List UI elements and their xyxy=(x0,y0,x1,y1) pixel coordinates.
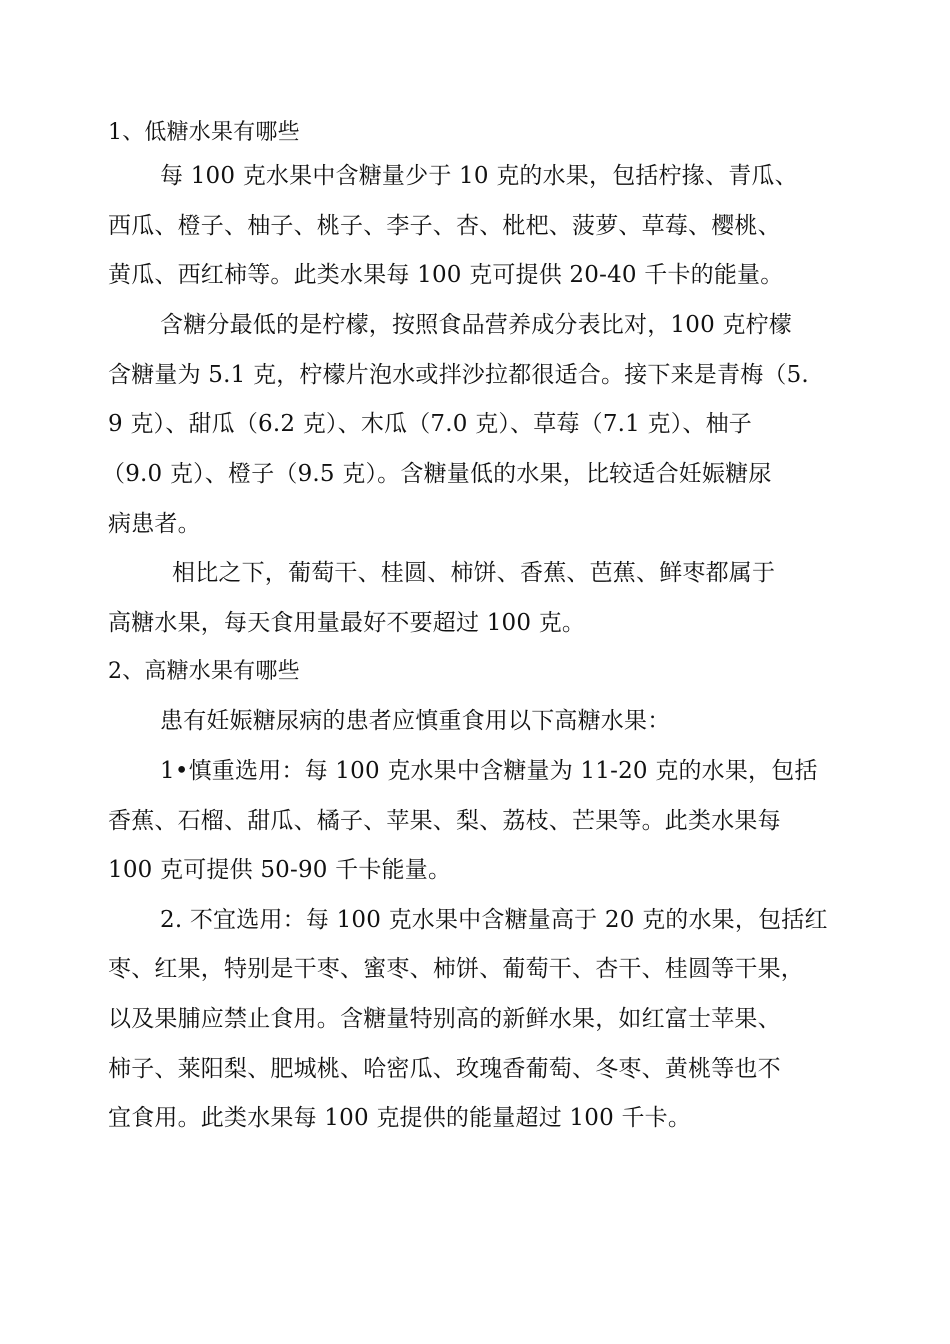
section1-para1-line1: 每 100 克水果中含糖量少于 10 克的水果，包括柠掾、青瓜、 xyxy=(160,163,798,189)
section1-para1-line3: 黄瓜、西红柿等。此类水果每 100 克可提供 20-40 千卡的能量。 xyxy=(108,262,784,288)
section1-para2-line4: （9.0 克）、橙子（9.5 克）。含糖量低的水果，比较适合妊娠糖尿 xyxy=(102,461,772,487)
section1-heading: 1、低糖水果有哪些 xyxy=(108,120,300,145)
section1-para3-line1: 相比之下，葡萄干、桂圆、柿饼、香蕉、芭蕉、鲜枣都属于 xyxy=(172,560,776,586)
section1-para2-line3: 9 克）、甜瓜（6.2 克）、木瓜（7.0 克）、草莓（7.1 克）、柚子 xyxy=(108,411,753,437)
section2-item1-line1: 1•慎重选用：每 100 克水果中含糖量为 11-20 克的水果，包括 xyxy=(160,758,818,784)
section1-para2-line1: 含糖分最低的是柠檬，按照食品营养成分表比对，100 克柠檬 xyxy=(160,312,793,338)
section1-para2-line2: 含糖量为 5.1 克，柠檬片泡水或拌沙拉都很适合。接下来是青梅（5. xyxy=(108,362,809,388)
section2-item2-line4: 柿子、莱阳梨、肥城桃、哈密瓜、玫瑰香葡萄、冬枣、黄桃等也不 xyxy=(108,1056,781,1082)
section2-item2-line1: 2. 不宜选用：每 100 克水果中含糖量高于 20 克的水果，包括红 xyxy=(160,907,828,933)
section2-heading: 2、高糖水果有哪些 xyxy=(108,659,300,684)
section2-item1-line2: 香蕉、石榴、甜瓜、橘子、苹果、梨、荔枝、芒果等。此类水果每 xyxy=(108,808,781,834)
section2-item2-line2: 枣、红果，特别是干枣、蜜枣、柿饼、葡萄干、杏干、桂圆等干果， xyxy=(108,956,804,982)
section2-item2-line5: 宜食用。此类水果每 100 克提供的能量超过 100 千卡。 xyxy=(108,1105,692,1131)
section1-para1-line2: 西瓜、橙子、柚子、桃子、李子、杏、枇杷、菠萝、草莓、樱桃、 xyxy=(108,213,781,239)
section2-item2-line3: 以及果脯应禁止食用。含糖量特别高的新鲜水果，如红富士苹果、 xyxy=(108,1006,781,1032)
section2-item1-line3: 100 克可提供 50-90 千卡能量。 xyxy=(108,857,452,883)
section1-para2-line5: 病患者。 xyxy=(108,511,201,537)
section1-para3-line2: 高糖水果，每天食用量最好不要超过 100 克。 xyxy=(108,610,586,636)
section2-intro: 患有妊娠糖尿病的患者应慎重食用以下高糖水果： xyxy=(160,708,671,734)
